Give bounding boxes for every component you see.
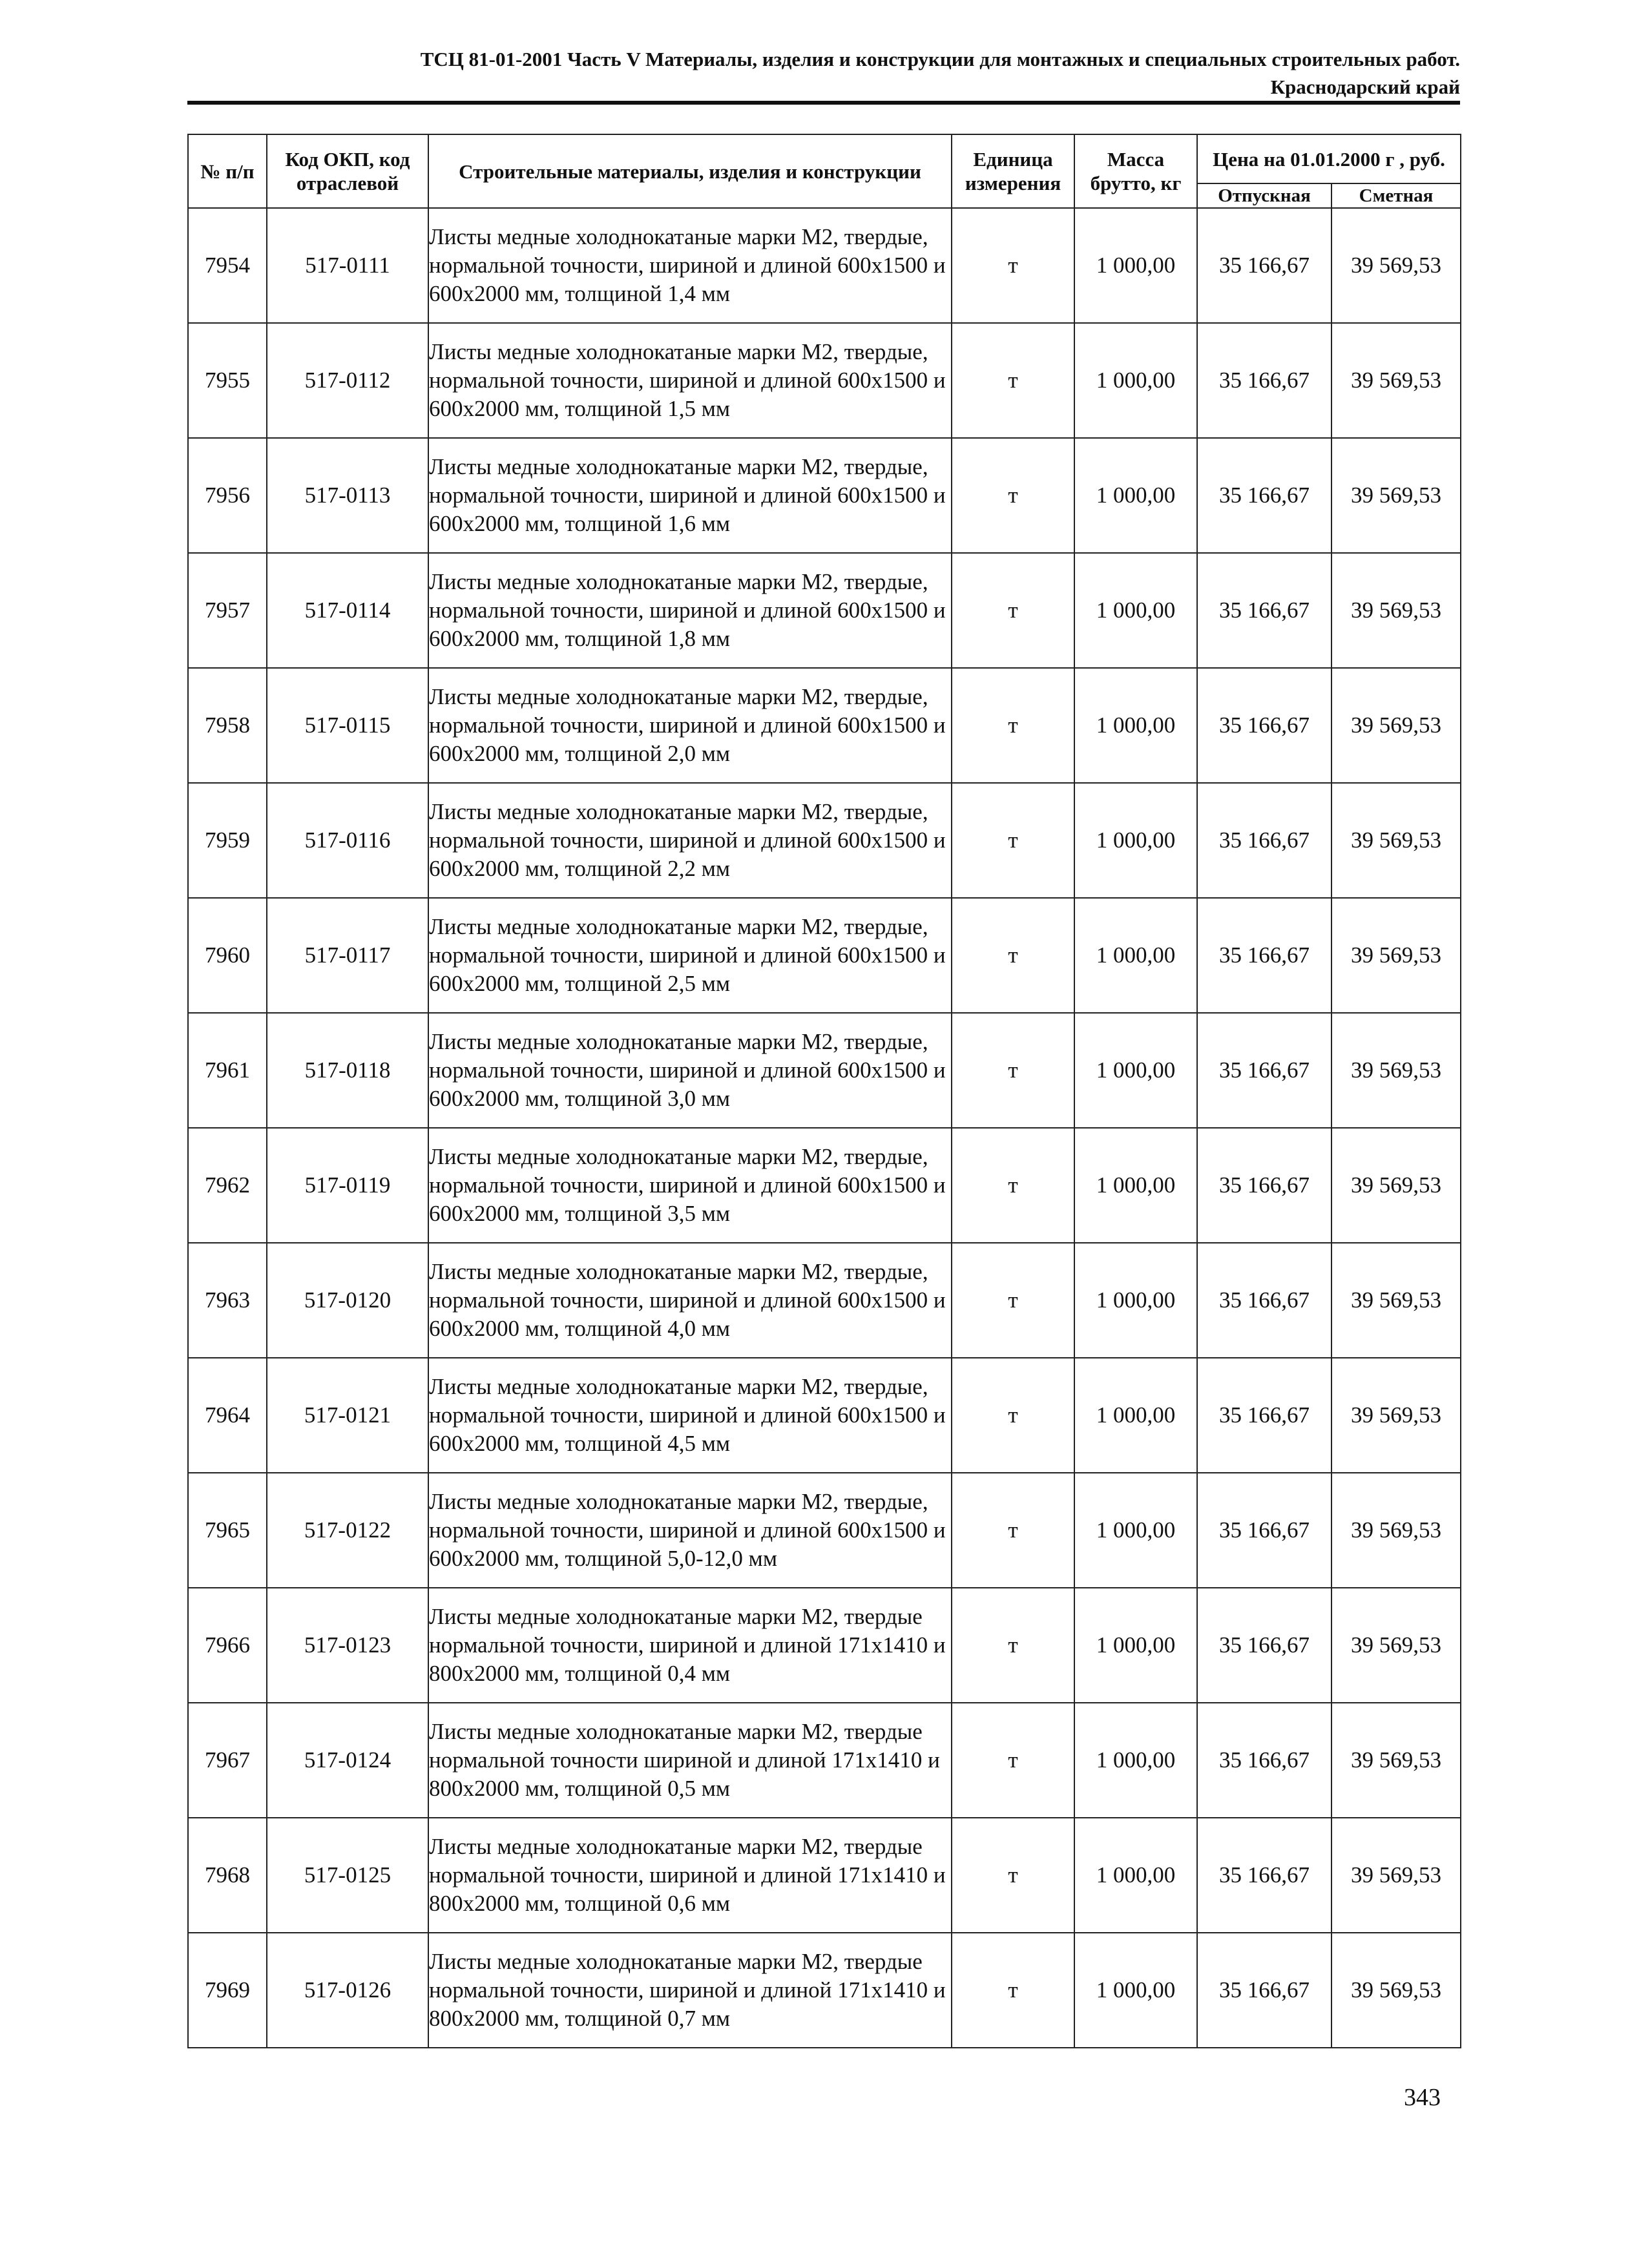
row-number: 7962: [188, 1128, 267, 1243]
row-code: 517-0116: [267, 783, 428, 898]
row-description: Листы медные холоднокатаные марки М2, твердые, нормальной точности, шириной и длиной 600х1500 и 600х2000 мм, толщиной 1,5 мм: [428, 323, 952, 438]
table-row: [188, 1473, 1461, 1588]
table-row: [188, 1243, 1461, 1358]
row-code: 517-0120: [267, 1243, 428, 1358]
row-code: 517-0123: [267, 1588, 428, 1703]
row-number: 7966: [188, 1588, 267, 1703]
row-code: 517-0113: [267, 438, 428, 553]
row-price-estimate: 39 569,53: [1331, 1243, 1461, 1358]
row-code: 517-0114: [267, 553, 428, 668]
row-description: Листы медные холоднокатаные марки М2, твердые, нормальной точности, шириной и длиной 600х1500 и 600х2000 мм, толщиной 2,2 мм: [428, 783, 952, 898]
table-row: [188, 898, 1461, 1013]
row-unit: т: [952, 1358, 1074, 1473]
row-price-estimate: 39 569,53: [1331, 553, 1461, 668]
table-row: [188, 1013, 1461, 1128]
table-row: [188, 208, 1461, 323]
row-description: Листы медные холоднокатаные марки М2, твердые нормальной точности, шириной и длиной 171х1410 и 800х2000 мм, толщиной 0,7 мм: [428, 1933, 952, 2048]
row-price-estimate: 39 569,53: [1331, 1933, 1461, 2048]
row-mass: 1 000,00: [1074, 1818, 1197, 1933]
table-row: [188, 1933, 1461, 2048]
row-mass: 1 000,00: [1074, 1933, 1197, 2048]
row-unit: т: [952, 553, 1074, 668]
row-mass: 1 000,00: [1074, 668, 1197, 783]
header-rule: [187, 101, 1460, 105]
row-mass: 1 000,00: [1074, 1243, 1197, 1358]
document-header: [187, 45, 1460, 101]
row-description: Листы медные холоднокатаные марки М2, твердые, нормальной точности, шириной и длиной 600х1500 и 600х2000 мм, толщиной 1,4 мм: [428, 208, 952, 323]
row-unit: т: [952, 668, 1074, 783]
row-description: Листы медные холоднокатаные марки М2, твердые, нормальной точности, шириной и длиной 600х1500 и 600х2000 мм, толщиной 5,0-12,0 мм: [428, 1473, 952, 1588]
row-price-release: 35 166,67: [1197, 1818, 1331, 1933]
row-price-release: 35 166,67: [1197, 1933, 1331, 2048]
row-unit: т: [952, 1473, 1074, 1588]
row-unit: т: [952, 1818, 1074, 1933]
col-header-price: Цена на 01.01.2000 г , руб.: [1197, 134, 1461, 183]
row-mass: 1 000,00: [1074, 438, 1197, 553]
header-title: ТСЦ 81-01-2001 Часть V Материалы, изделия и конструкции для монтажных и специальных строительных работ.: [420, 48, 1460, 70]
table-row: [188, 783, 1461, 898]
col-header-mass: Масса брутто, кг: [1074, 134, 1197, 208]
row-number: 7968: [188, 1818, 267, 1933]
row-code: 517-0119: [267, 1128, 428, 1243]
row-price-release: 35 166,67: [1197, 1473, 1331, 1588]
row-description: Листы медные холоднокатаные марки М2, твердые, нормальной точности, шириной и длиной 600х1500 и 600х2000 мм, толщиной 4,5 мм: [428, 1358, 952, 1473]
row-price-estimate: 39 569,53: [1331, 1473, 1461, 1588]
row-number: 7967: [188, 1703, 267, 1818]
row-unit: т: [952, 898, 1074, 1013]
row-price-estimate: 39 569,53: [1331, 783, 1461, 898]
row-price-estimate: 39 569,53: [1331, 1703, 1461, 1818]
row-code: 517-0124: [267, 1703, 428, 1818]
col-header-price-estimate: Сметная: [1331, 183, 1461, 208]
row-code: 517-0115: [267, 668, 428, 783]
col-header-name: Строительные материалы, изделия и конструкции: [428, 134, 952, 208]
row-code: 517-0125: [267, 1818, 428, 1933]
table-row: [188, 1703, 1461, 1818]
row-unit: т: [952, 783, 1074, 898]
col-header-price-release: Отпускная: [1197, 183, 1331, 208]
table-row: [188, 438, 1461, 553]
row-description: Листы медные холоднокатаные марки М2, твердые, нормальной точности, шириной и длиной 600х1500 и 600х2000 мм, толщиной 1,8 мм: [428, 553, 952, 668]
row-unit: т: [952, 323, 1074, 438]
row-description: Листы медные холоднокатаные марки М2, твердые, нормальной точности, шириной и длиной 600х1500 и 600х2000 мм, толщиной 3,0 мм: [428, 1013, 952, 1128]
row-mass: 1 000,00: [1074, 208, 1197, 323]
col-header-code: Код ОКП, код отраслевой: [267, 134, 428, 208]
row-price-estimate: 39 569,53: [1331, 438, 1461, 553]
row-number: 7954: [188, 208, 267, 323]
row-price-release: 35 166,67: [1197, 1128, 1331, 1243]
row-price-release: 35 166,67: [1197, 1588, 1331, 1703]
row-price-estimate: 39 569,53: [1331, 898, 1461, 1013]
row-description: Листы медные холоднокатаные марки М2, твердые, нормальной точности, шириной и длиной 600х1500 и 600х2000 мм, толщиной 3,5 мм: [428, 1128, 952, 1243]
row-unit: т: [952, 1013, 1074, 1128]
row-number: 7958: [188, 668, 267, 783]
row-price-release: 35 166,67: [1197, 898, 1331, 1013]
table-row: [188, 553, 1461, 668]
table-body: [188, 208, 1461, 2048]
row-number: 7955: [188, 323, 267, 438]
page-number: 343: [1404, 2084, 1441, 2111]
row-code: 517-0126: [267, 1933, 428, 2048]
row-price-estimate: 39 569,53: [1331, 1588, 1461, 1703]
row-description: Листы медные холоднокатаные марки М2, твердые нормальной точности, шириной и длиной 171х1410 и 800х2000 мм, толщиной 0,4 мм: [428, 1588, 952, 1703]
row-mass: 1 000,00: [1074, 783, 1197, 898]
row-price-release: 35 166,67: [1197, 668, 1331, 783]
row-price-estimate: 39 569,53: [1331, 1128, 1461, 1243]
row-price-release: 35 166,67: [1197, 208, 1331, 323]
row-description: Листы медные холоднокатаные марки М2, твердые, нормальной точности, шириной и длиной 600х1500 и 600х2000 мм, толщиной 4,0 мм: [428, 1243, 952, 1358]
row-price-estimate: 39 569,53: [1331, 208, 1461, 323]
row-mass: 1 000,00: [1074, 1703, 1197, 1818]
row-price-release: 35 166,67: [1197, 553, 1331, 668]
row-code: 517-0111: [267, 208, 428, 323]
row-mass: 1 000,00: [1074, 553, 1197, 668]
table-row: [188, 1588, 1461, 1703]
row-price-release: 35 166,67: [1197, 1243, 1331, 1358]
row-unit: т: [952, 208, 1074, 323]
row-code: 517-0122: [267, 1473, 428, 1588]
table-row: [188, 668, 1461, 783]
row-price-estimate: 39 569,53: [1331, 1818, 1461, 1933]
row-price-release: 35 166,67: [1197, 1013, 1331, 1128]
row-code: 517-0112: [267, 323, 428, 438]
row-code: 517-0121: [267, 1358, 428, 1473]
row-number: 7965: [188, 1473, 267, 1588]
row-unit: т: [952, 1588, 1074, 1703]
table-row: [188, 323, 1461, 438]
row-number: 7969: [188, 1933, 267, 2048]
row-mass: 1 000,00: [1074, 1588, 1197, 1703]
row-price-release: 35 166,67: [1197, 323, 1331, 438]
row-code: 517-0118: [267, 1013, 428, 1128]
row-number: 7961: [188, 1013, 267, 1128]
row-number: 7959: [188, 783, 267, 898]
table-row: [188, 1358, 1461, 1473]
row-price-release: 35 166,67: [1197, 1703, 1331, 1818]
row-unit: т: [952, 1933, 1074, 2048]
row-price-estimate: 39 569,53: [1331, 1013, 1461, 1128]
row-number: 7956: [188, 438, 267, 553]
row-price-release: 35 166,67: [1197, 783, 1331, 898]
table-row: [188, 1818, 1461, 1933]
table-row: [188, 1128, 1461, 1243]
row-number: 7957: [188, 553, 267, 668]
row-number: 7963: [188, 1243, 267, 1358]
row-mass: 1 000,00: [1074, 898, 1197, 1013]
row-mass: 1 000,00: [1074, 323, 1197, 438]
row-price-estimate: 39 569,53: [1331, 1358, 1461, 1473]
row-number: 7960: [188, 898, 267, 1013]
row-mass: 1 000,00: [1074, 1128, 1197, 1243]
row-mass: 1 000,00: [1074, 1013, 1197, 1128]
row-unit: т: [952, 1243, 1074, 1358]
row-description: Листы медные холоднокатаные марки М2, твердые, нормальной точности, шириной и длиной 600х1500 и 600х2000 мм, толщиной 1,6 мм: [428, 438, 952, 553]
row-description: Листы медные холоднокатаные марки М2, твердые, нормальной точности, шириной и длиной 600х1500 и 600х2000 мм, толщиной 2,5 мм: [428, 898, 952, 1013]
materials-table: [187, 134, 1461, 2048]
row-number: 7964: [188, 1358, 267, 1473]
row-price-release: 35 166,67: [1197, 438, 1331, 553]
col-header-unit: Единица измерения: [952, 134, 1074, 208]
header-region: Краснодарский край: [1270, 76, 1460, 98]
row-unit: т: [952, 1128, 1074, 1243]
row-unit: т: [952, 438, 1074, 553]
row-unit: т: [952, 1703, 1074, 1818]
row-price-estimate: 39 569,53: [1331, 668, 1461, 783]
row-mass: 1 000,00: [1074, 1473, 1197, 1588]
row-description: Листы медные холоднокатаные марки М2, твердые нормальной точности шириной и длиной 171х1410 и 800х2000 мм, толщиной 0,5 мм: [428, 1703, 952, 1818]
col-header-num: № п/п: [188, 134, 267, 208]
row-mass: 1 000,00: [1074, 1358, 1197, 1473]
row-code: 517-0117: [267, 898, 428, 1013]
row-description: Листы медные холоднокатаные марки М2, твердые, нормальной точности, шириной и длиной 600х1500 и 600х2000 мм, толщиной 2,0 мм: [428, 668, 952, 783]
row-price-estimate: 39 569,53: [1331, 323, 1461, 438]
row-price-release: 35 166,67: [1197, 1358, 1331, 1473]
row-description: Листы медные холоднокатаные марки М2, твердые нормальной точности, шириной и длиной 171х1410 и 800х2000 мм, толщиной 0,6 мм: [428, 1818, 952, 1933]
